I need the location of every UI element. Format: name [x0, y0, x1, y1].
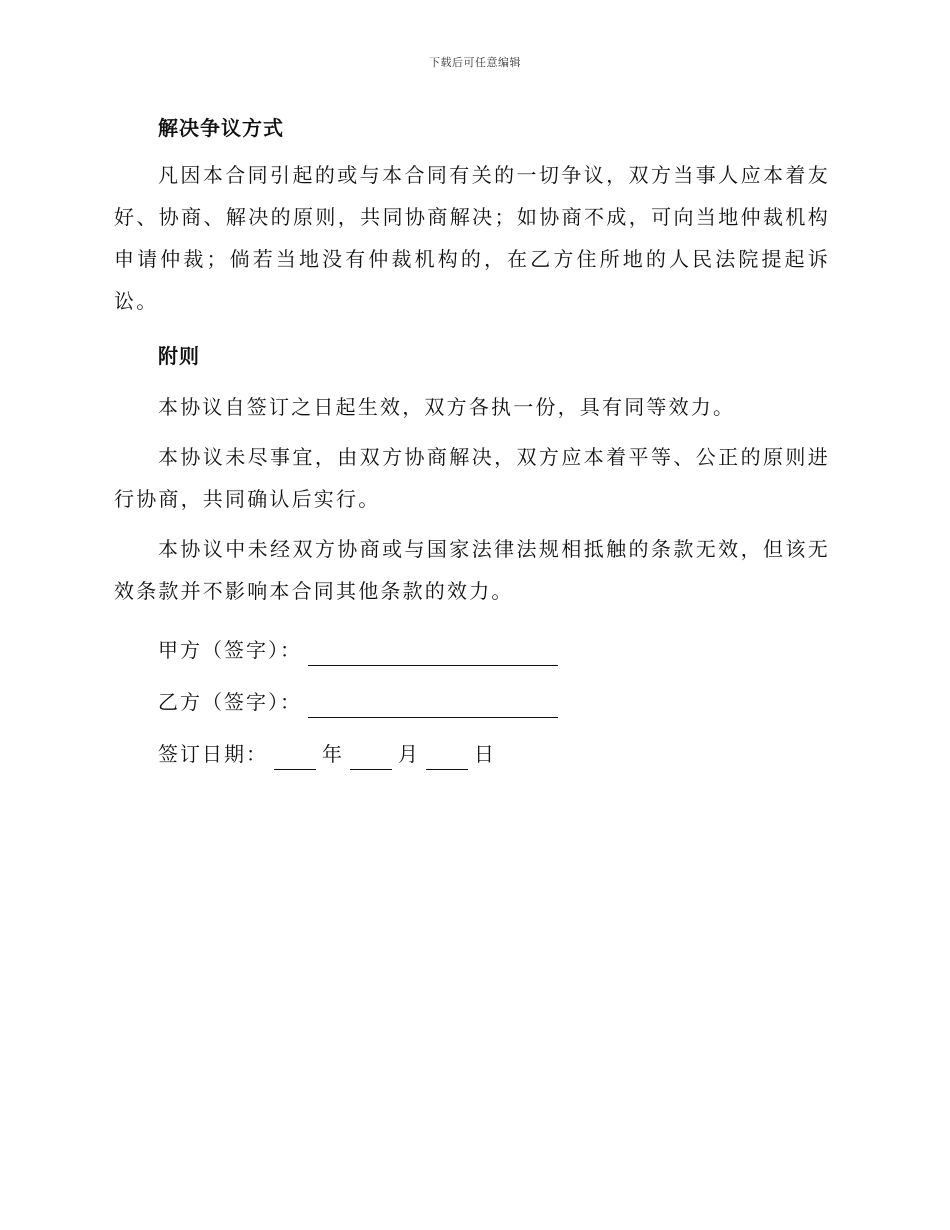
party-b-label: 乙方（签字）： — [158, 690, 302, 714]
day-label: 日 — [474, 742, 496, 766]
party-a-signature-blank[interactable] — [308, 643, 558, 666]
header-note: 下载后可任意编辑 — [429, 56, 521, 69]
party-a-signature-line — [114, 634, 830, 666]
section-title-dispute: 解决争议方式 — [158, 116, 284, 140]
month-blank[interactable] — [350, 747, 392, 770]
year-label: 年 — [322, 742, 344, 766]
year-blank[interactable] — [274, 747, 316, 770]
sign-date-line — [114, 738, 830, 770]
party-a-label: 甲方（签字）： — [158, 638, 302, 662]
appendix-paragraph-3: 本协议中未经双方协商或与国家法律法规相抵触的条款无效，但该无效条款并不影响本合同其他条款的效力。 — [114, 537, 830, 603]
day-blank[interactable] — [426, 747, 468, 770]
document-body — [114, 112, 830, 770]
month-label: 月 — [398, 742, 420, 766]
dispute-paragraph: 凡因本合同引起的或与本合同有关的一切争议，双方当事人应本着友好、协商、解决的原则，共同协商解决；如协商不成，可向当地仲裁机构申请仲裁；倘若当地没有仲裁机构的，在乙方住所地的人民法院提起诉讼。 — [114, 163, 830, 313]
section-title-appendix: 附则 — [158, 344, 200, 368]
party-b-signature-line — [114, 686, 830, 718]
sign-date-label: 签订日期： — [158, 742, 268, 766]
appendix-paragraph-2: 本协议未尽事宜，由双方协商解决，双方应本着平等、公正的原则进行协商，共同确认后实行。 — [114, 445, 830, 511]
appendix-paragraph-1: 本协议自签订之日起生效，双方各执一份，具有同等效力。 — [158, 395, 736, 419]
party-b-signature-blank[interactable] — [308, 695, 558, 718]
